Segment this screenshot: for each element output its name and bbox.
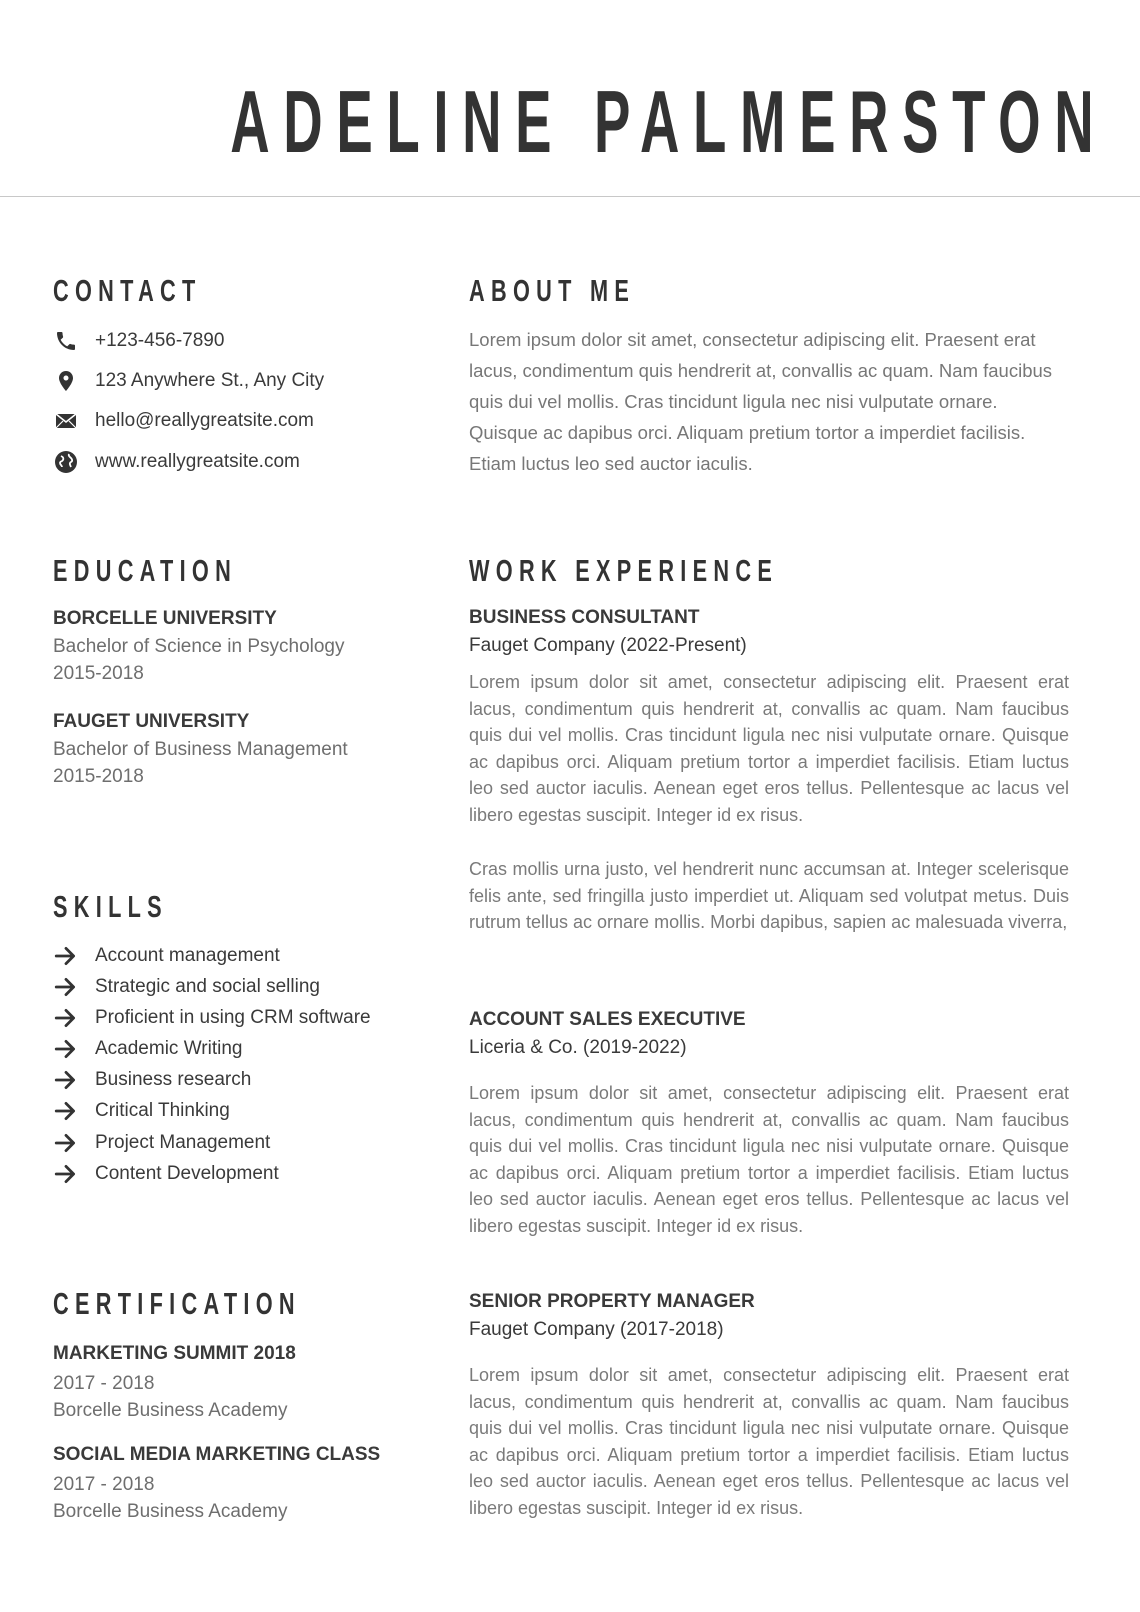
education-school: BORCELLE UNIVERSITY (53, 608, 277, 629)
skill-item (53, 1004, 371, 1032)
job-role: BUSINESS CONSULTANT (469, 607, 700, 628)
job-company: Fauget Company (2022-Present) (469, 635, 747, 656)
arrow-right-icon (53, 1067, 79, 1093)
certification-name: MARKETING SUMMIT 2018 (53, 1343, 296, 1364)
about-heading: ABOUT ME (469, 273, 636, 308)
job-company: Fauget Company (2017-2018) (469, 1319, 724, 1340)
skill-label: Content Development (95, 1163, 279, 1184)
skill-item (53, 1097, 230, 1125)
skill-item (53, 973, 320, 1001)
location-pin-icon (53, 368, 79, 394)
about-text: Lorem ipsum dolor sit amet, consectetur adipiscing elit. Praesent erat lacus, condimentum quis hendrerit at, convallis ac quam. Nam faucibus quis dui vel mollis. Cras tincidunt ligula nec nisi vulputate ornare. Quisque ac dapibus orci. Aliquam pretium tortor a imperdiet facilisis. Etiam luctus leo sed auctor iaculis. (469, 329, 1053, 474)
contact-heading: CONTACT (53, 273, 202, 308)
email-text: hello@reallygreatsite.com (95, 410, 314, 431)
arrow-right-icon (53, 1036, 79, 1062)
website-text: www.reallygreatsite.com (95, 451, 300, 472)
candidate-name: ADELINE PALMERSTON (230, 72, 1108, 171)
education-degree: Bachelor of Science in Psychology (53, 636, 345, 657)
skill-label: Strategic and social selling (95, 976, 320, 997)
work-heading: WORK EXPERIENCE (469, 553, 779, 588)
job-description: Lorem ipsum dolor sit amet, consectetur adipiscing elit. Praesent erat lacus, condimentum quis hendrerit at, convallis ac quam. Nam faucibus quis dui vel mollis. Cras tincidunt ligula nec nisi vulputate ornare. Quisque ac dapibus orci. Aliquam pretium tortor a imperdiet facilisis. Etiam luctus leo sed auctor iaculis. Aenean eget eros tellus. Pellentesque ac lacus vel libero egestas suscipit. Integer id ex risus. (469, 1083, 1069, 1236)
job-role: ACCOUNT SALES EXECUTIVE (469, 1009, 746, 1030)
certification-name: SOCIAL MEDIA MARKETING CLASS (53, 1444, 381, 1465)
skills-heading: SKILLS (53, 889, 168, 924)
arrow-right-icon (53, 943, 79, 969)
contact-phone (53, 327, 225, 355)
skill-label: Project Management (95, 1132, 271, 1153)
contact-email (53, 407, 314, 435)
education-heading: EDUCATION (53, 553, 238, 588)
contact-address (53, 367, 325, 395)
phone-icon (53, 328, 79, 354)
education-years: 2015-2018 (53, 766, 144, 787)
contact-website (53, 448, 300, 476)
skill-label: Business research (95, 1069, 252, 1090)
resume-header (0, 0, 1140, 197)
envelope-icon (53, 408, 79, 434)
skill-item (53, 1035, 243, 1063)
skill-label: Critical Thinking (95, 1100, 230, 1121)
certification-heading: CERTIFICATION (53, 1286, 301, 1321)
skill-label: Academic Writing (95, 1038, 243, 1059)
education-years: 2015-2018 (53, 663, 144, 684)
job-description: Cras mollis urna justo, vel hendrerit nunc accumsan at. Integer scelerisque felis ante, sed fringilla justo imperdiet ut. Aliquam sed volutpat metus. Duis rutrum tellus ac ornare mollis. Morbi dapibus, sapien ac malesuada viverra, (469, 859, 1069, 933)
certification-org: Borcelle Business Academy (53, 1400, 288, 1421)
arrow-right-icon (53, 1161, 79, 1187)
job-company: Liceria & Co. (2019-2022) (469, 1037, 687, 1058)
phone-text: +123-456-7890 (95, 330, 225, 351)
address-text: 123 Anywhere St., Any City (95, 370, 325, 391)
skill-item (53, 942, 280, 970)
globe-icon (53, 449, 79, 475)
arrow-right-icon (53, 1098, 79, 1124)
skill-item (53, 1160, 279, 1188)
skill-item (53, 1066, 252, 1094)
arrow-right-icon (53, 1130, 79, 1156)
education-degree: Bachelor of Business Management (53, 739, 348, 760)
arrow-right-icon (53, 974, 79, 1000)
job-description: Lorem ipsum dolor sit amet, consectetur adipiscing elit. Praesent erat lacus, condimentum quis hendrerit at, convallis ac quam. Nam faucibus quis dui vel mollis. Cras tincidunt ligula nec nisi vulputate ornare. Quisque ac dapibus orci. Aliquam pretium tortor a imperdiet facilisis. Etiam luctus leo sed auctor iaculis. Aenean eget eros tellus. Pellentesque ac lacus vel libero egestas suscipit. Integer id ex risus. (469, 672, 1069, 825)
job-role: SENIOR PROPERTY MANAGER (469, 1291, 755, 1312)
certification-years: 2017 - 2018 (53, 1373, 155, 1394)
skill-label: Account management (95, 945, 280, 966)
certification-org: Borcelle Business Academy (53, 1501, 288, 1522)
job-description: Lorem ipsum dolor sit amet, consectetur adipiscing elit. Praesent erat lacus, condimentum quis hendrerit at, convallis ac quam. Nam faucibus quis dui vel mollis. Cras tincidunt ligula nec nisi vulputate ornare. Quisque ac dapibus orci. Aliquam pretium tortor a imperdiet facilisis. Etiam luctus leo sed auctor iaculis. Aenean eget eros tellus. Pellentesque ac lacus vel libero egestas suscipit. Integer id ex risus. (469, 1365, 1069, 1518)
arrow-right-icon (53, 1005, 79, 1031)
education-school: FAUGET UNIVERSITY (53, 711, 250, 732)
skill-label: Proficient in using CRM software (95, 1007, 371, 1028)
certification-years: 2017 - 2018 (53, 1474, 155, 1495)
skill-item (53, 1129, 271, 1157)
